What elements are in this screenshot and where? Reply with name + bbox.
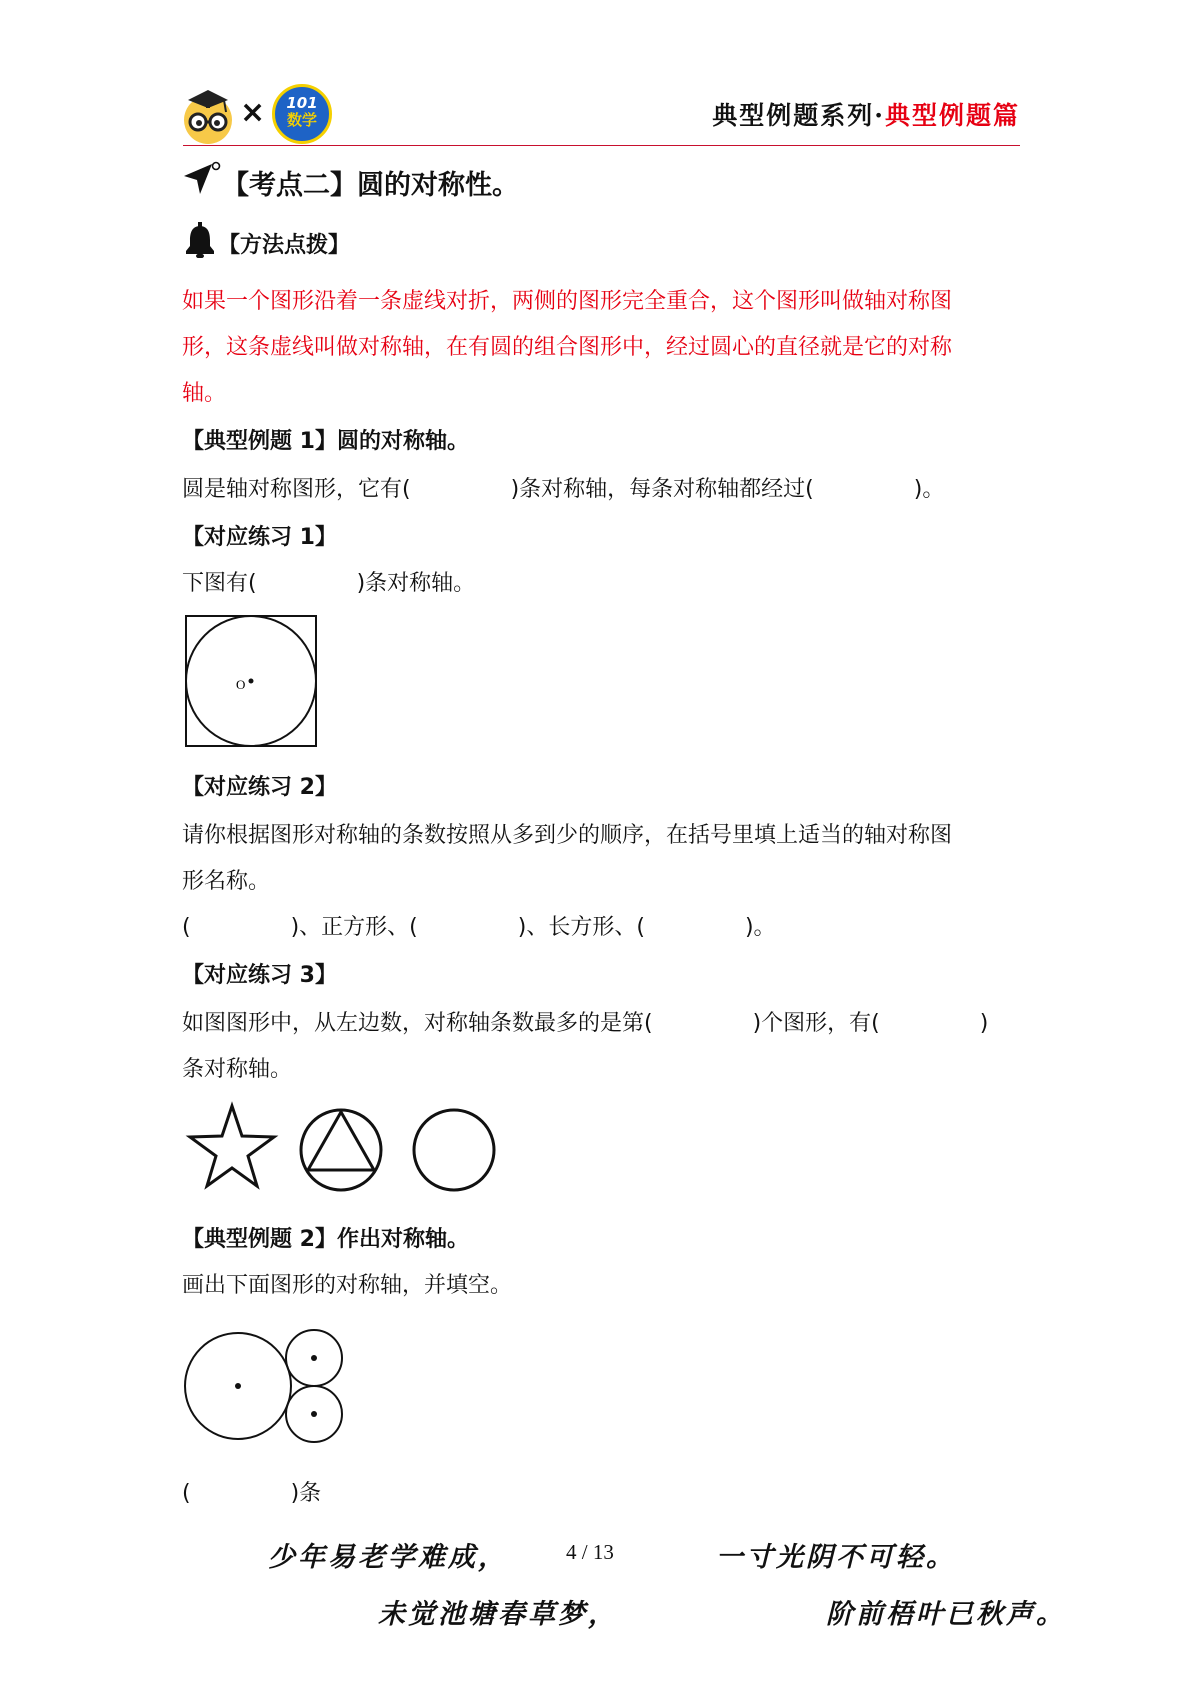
practice3-line-1 xyxy=(182,1006,988,1037)
math101-logo xyxy=(272,84,332,144)
practice3-line-2: 条对称轴。 xyxy=(182,1057,293,1082)
header-part: 典型例题篇 xyxy=(884,101,1020,130)
example2-answer xyxy=(182,1476,321,1507)
page-number: 4 / 13 xyxy=(566,1540,614,1564)
footer-poem-1-right: 一寸光阴不可轻。 xyxy=(716,1542,956,1573)
owl-logo-icon xyxy=(180,84,236,146)
practice2-fill-b: )、正方形、( xyxy=(290,915,418,940)
three-shapes-figure xyxy=(184,1100,504,1200)
footer-poem-2-left: 未觉池塘春草梦， xyxy=(378,1599,618,1630)
header-series: 典型例题系列 xyxy=(712,101,875,130)
square-circle-figure xyxy=(184,614,318,748)
method-label: 【方法点拨】 xyxy=(218,233,351,258)
center-point-label: O xyxy=(236,677,246,692)
practice2-line-2: 形名称。 xyxy=(182,869,271,894)
example1-question-a: 圆是轴对称图形，它有( xyxy=(182,477,411,502)
method-text-line-2: 形，这条虚线叫做对称轴，在有圆的组合图形中，经过圆心的直径就是它的对称 xyxy=(182,335,953,360)
example1-heading: 【典型例题 1】圆的对称轴。 xyxy=(182,429,469,454)
example2-answer-a: ( xyxy=(182,1481,191,1506)
math101-logo-text: 数学 xyxy=(286,111,317,129)
method-text-line-3: 轴。 xyxy=(182,381,227,406)
method-text-line-1: 如果一个图形沿着一条虚线对折，两侧的图形完全重合，这个图形叫做轴对称图 xyxy=(182,289,953,314)
example2-answer-b: )条 xyxy=(290,1481,322,1506)
example1-question-b: )条对称轴，每条对称轴都经过( xyxy=(510,477,814,502)
practice1-question xyxy=(182,566,475,597)
practice1-question-b: )条对称轴。 xyxy=(356,571,476,596)
example2-heading: 【典型例题 2】作出对称轴。 xyxy=(182,1227,469,1252)
footer-poem-2-right: 阶前梧叶已秋声。 xyxy=(826,1599,1066,1630)
practice1-heading: 【对应练习 1】 xyxy=(182,525,337,550)
practice1-question-a: 下图有( xyxy=(182,571,257,596)
practice3-line1-a: 如图图形中，从左边数，对称轴条数最多的是第( xyxy=(182,1011,653,1036)
practice3-line1-c: ) xyxy=(979,1011,989,1036)
practice2-fill xyxy=(182,910,776,941)
star-shape xyxy=(190,1106,274,1186)
logo-cross: × xyxy=(240,95,266,130)
example1-question xyxy=(182,472,944,503)
example2-instruction: 画出下面图形的对称轴，并填空。 xyxy=(182,1273,513,1298)
header-divider xyxy=(183,145,1020,146)
practice2-fill-c: )、长方形、( xyxy=(517,915,645,940)
math101-logo-number: 101 xyxy=(286,94,318,112)
header-series-title xyxy=(712,96,1020,132)
section-title: 【考点二】圆的对称性。 xyxy=(222,170,519,201)
header xyxy=(0,0,1190,150)
bell-icon xyxy=(184,222,216,258)
practice2-fill-d: )。 xyxy=(744,915,776,940)
three-circles-figure xyxy=(184,1322,354,1450)
practice3-line1-b: )个图形，有( xyxy=(752,1011,880,1036)
practice3-heading: 【对应练习 3】 xyxy=(182,963,337,988)
plain-circle-shape xyxy=(414,1110,494,1190)
header-dot: · xyxy=(874,101,885,130)
example1-question-c: )。 xyxy=(913,477,945,502)
circle-with-triangle-shape xyxy=(301,1110,381,1190)
footer-poem-1-left: 少年易老学难成， xyxy=(268,1542,508,1573)
practice2-line-1: 请你根据图形对称轴的条数按照从多到少的顺序，在括号里填上适当的轴对称图 xyxy=(182,823,953,848)
inscribed-triangle-shape xyxy=(308,1112,374,1170)
navigation-arrow-icon xyxy=(182,160,224,198)
practice2-heading: 【对应练习 2】 xyxy=(182,775,337,800)
practice2-fill-a: ( xyxy=(182,915,191,940)
